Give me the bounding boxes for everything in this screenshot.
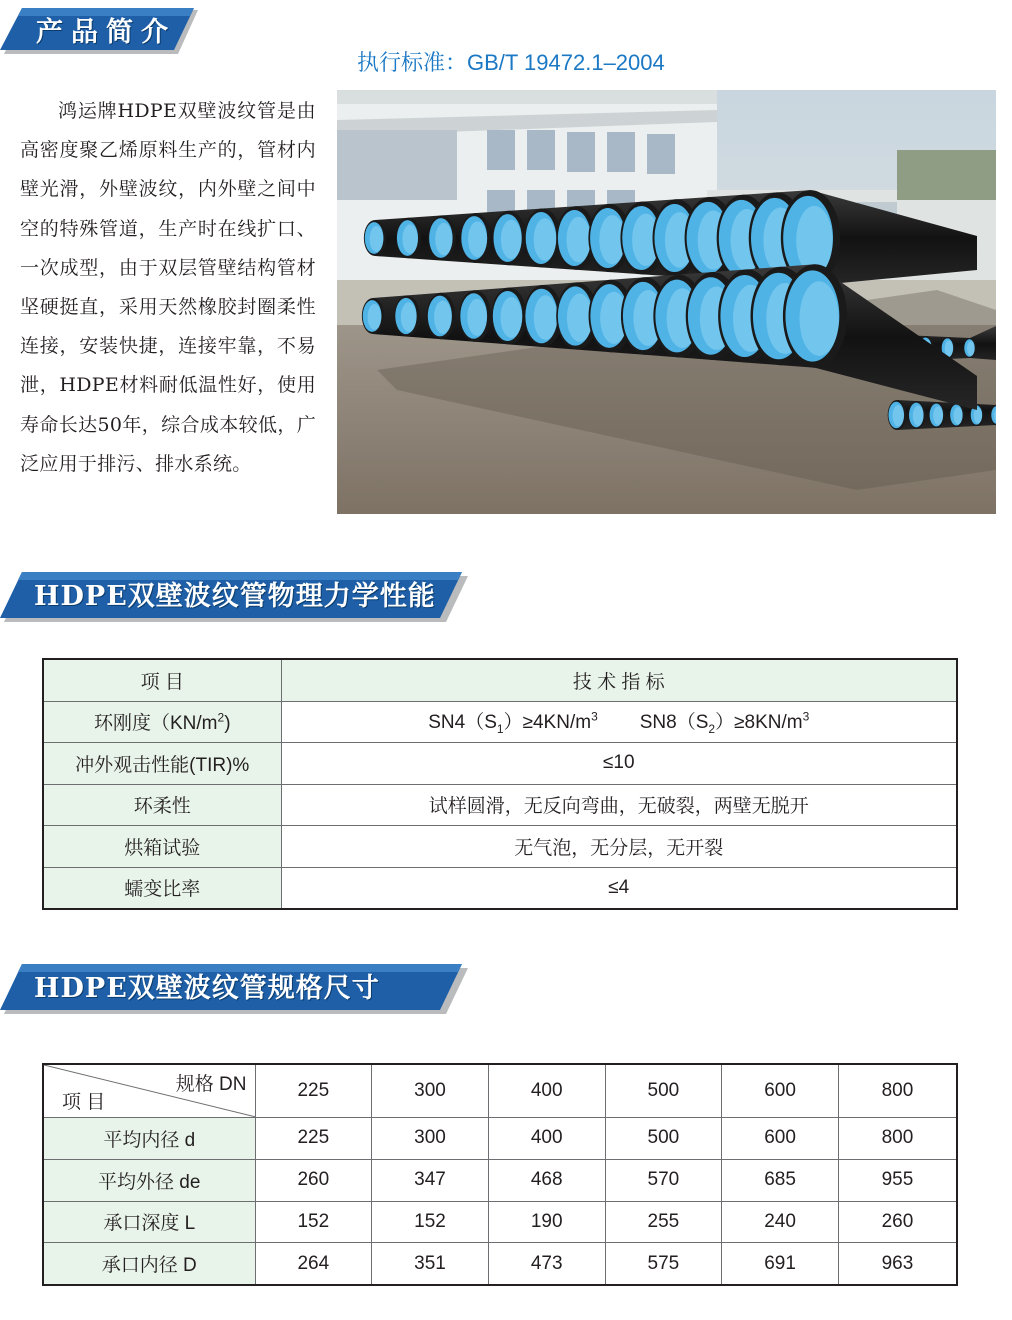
header-size: 400 [488,1064,605,1118]
table-cell: 575 [605,1243,722,1285]
spec-table [42,1063,958,1286]
table-row [43,743,957,785]
section-banner-intro [0,8,200,56]
header-size: 500 [605,1064,722,1118]
row-label: 烘箱试验 [43,826,281,868]
table-cell: 500 [605,1118,722,1160]
row-label: 承口深度 L [43,1201,255,1243]
table-cell: 260 [255,1159,372,1201]
table-row [43,1159,957,1201]
performance-table [42,658,958,910]
header-size: 800 [838,1064,957,1118]
header-size: 600 [722,1064,839,1118]
pipe-stack-illustration [337,90,996,514]
table-cell: 400 [488,1118,605,1160]
table-row [43,867,957,909]
table-cell: 685 [722,1159,839,1201]
product-photo [337,90,996,514]
table-cell: 300 [372,1118,489,1160]
intro-title: 产品简介 [36,17,176,48]
table-cell: 800 [838,1118,957,1160]
row-value: 无气泡，无分层，无开裂 [281,826,957,868]
table-row [43,826,957,868]
table-row [43,1201,957,1243]
table-header-row [43,1064,957,1118]
section-banner-performance [0,572,470,620]
table-cell: 351 [372,1243,489,1285]
header-size: 225 [255,1064,372,1118]
row-value: ≤10 [281,743,957,785]
table-cell: 473 [488,1243,605,1285]
performance-title: HDPE双壁波纹管物理力学性能 [34,581,436,612]
table-cell: 264 [255,1243,372,1285]
table-cell: 152 [255,1201,372,1243]
table-cell: 240 [722,1201,839,1243]
diagonal-header-cell [43,1064,255,1118]
spec-title: HDPE双壁波纹管规格尺寸 [34,973,380,1004]
table-cell: 255 [605,1201,722,1243]
row-label: 平均内径 d [43,1118,255,1160]
table-row [43,1243,957,1285]
row-label: 蠕变比率 [43,867,281,909]
header-item-label: 项 目 [62,1092,106,1113]
standard-text: 执行标准：GB/T 19472.1–2004 [357,50,665,75]
table-cell: 600 [722,1118,839,1160]
row-value: 试样圆滑，无反向弯曲，无破裂，两壁无脱开 [281,784,957,826]
intro-paragraph: 鸿运牌HDPE双壁波纹管是由高密度聚乙烯原料生产的，管材内壁光滑，外壁波纹，内外壁之间中空的特殊管道，生产时在线扩口、一次成型，由于双层管壁结构管材坚硬挺直，采用天然橡胶封圈柔性连接，安装快捷，连接牢靠，不易泄，HDPE材料耐低温性好，使用寿命长达50年，综合成本较低，广泛应用于排污、排水系统。 [20,100,316,475]
table-row [43,1118,957,1160]
table-cell: 190 [488,1201,605,1243]
row-label: 冲外观击性能(TIR)% [43,743,281,785]
section-banner-spec [0,964,470,1012]
row-label: 承口内径 D [43,1243,255,1285]
row-value: ≤4 [281,867,957,909]
table-cell: 225 [255,1118,372,1160]
header-size: 300 [372,1064,489,1118]
table-cell: 691 [722,1243,839,1285]
table-cell: 152 [372,1201,489,1243]
table-cell: 260 [838,1201,957,1243]
table-cell: 468 [488,1159,605,1201]
row-label: 环刚度$(KN/m^2)$ [43,701,281,743]
table-row [43,784,957,826]
row-label: 平均外径 de [43,1159,255,1201]
header-spec-label: 规格 DN [175,1074,247,1095]
header-item: 项 目 [43,659,281,701]
row-value: $SN4(S_1)\ge 4KN/m^3$ $SN8(S_2)\ge 8KN/m^3$ [281,701,957,743]
table-cell: 570 [605,1159,722,1201]
header-index: 技 术 指 标 [281,659,957,701]
table-cell: 963 [838,1243,957,1285]
table-header-row [43,659,957,701]
table-cell: 347 [372,1159,489,1201]
row-label: 环柔性 [43,784,281,826]
table-cell: 955 [838,1159,957,1201]
table-row [43,701,957,743]
